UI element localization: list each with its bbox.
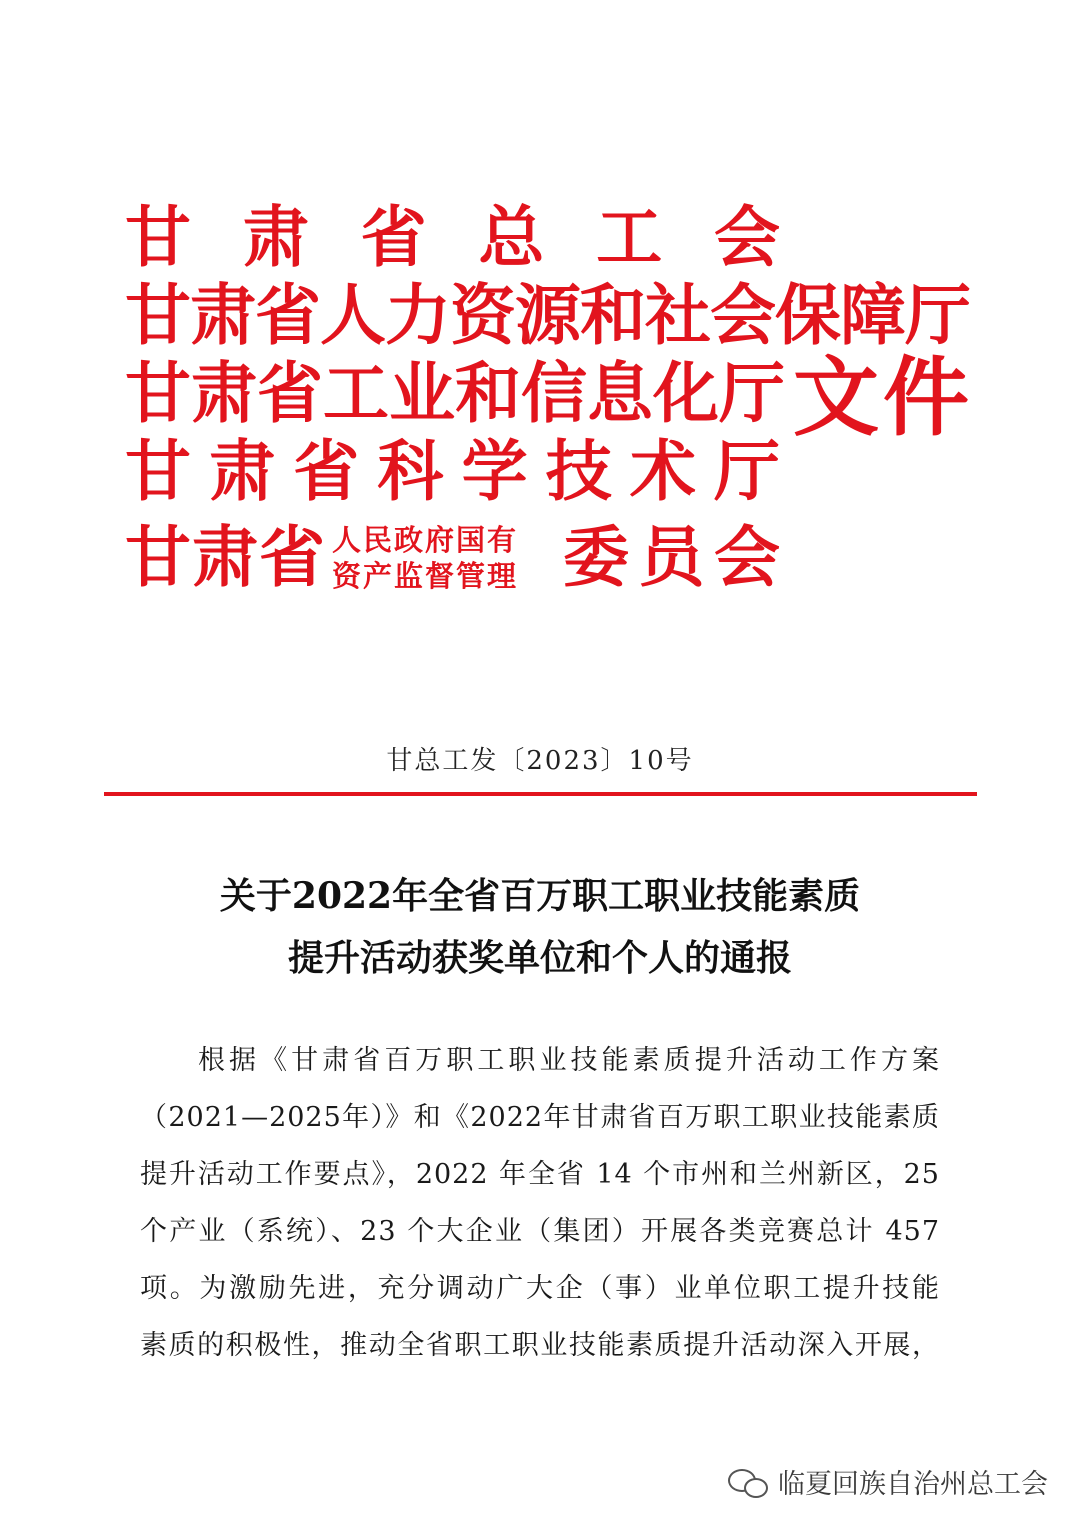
issuer-char: 总: [478, 198, 545, 276]
issuer-header: [125, 190, 1025, 610]
issuer-char: 会: [713, 198, 780, 276]
issuer-row-5-small-text: [332, 522, 557, 594]
issuer-row-hr-department: 甘肃省人力资源和社会保障厅: [125, 276, 970, 354]
issuer-char: 工: [323, 354, 389, 432]
wechat-icon: [728, 1466, 768, 1498]
issuer-char: 术: [629, 432, 696, 510]
watermark-text: 临夏回族自治州总工会: [778, 1469, 1048, 1500]
issuer-small-line-1: 人民政府国有: [332, 523, 519, 557]
issuer-char: 技: [545, 432, 612, 510]
document-body: [140, 1032, 940, 1374]
issuer-char: 省: [360, 198, 427, 276]
issuer-char: 厅: [713, 432, 780, 510]
issuer-char: 业: [389, 354, 455, 432]
issuer-char: 甘: [125, 518, 191, 596]
issuer-char: 员: [638, 518, 705, 596]
issuer-char: 信: [521, 354, 587, 432]
issuer-char: 会: [714, 518, 780, 596]
document-type-label: 文件: [793, 348, 973, 448]
body-line: 个产业（系统）、23 个大企业（集团）开展各类竞赛总计 457: [140, 1216, 940, 1247]
issuer-char: 委: [563, 518, 629, 596]
issuer-small-line-2: 资产监督管理: [332, 559, 519, 593]
document-title-line-1: 关于2022年全省百万职工职业技能素质: [219, 875, 861, 917]
red-divider: [104, 792, 977, 796]
issuer-char: 甘: [125, 432, 191, 510]
issuer-row-science-department: [125, 434, 780, 508]
body-line: 提升活动工作要点》，2022 年全省 14 个市州和兰州新区，25: [140, 1159, 940, 1190]
issuer-char: 省: [259, 518, 325, 596]
issuer-row-5-tail: [563, 520, 780, 594]
issuer-char: 甘: [125, 354, 191, 432]
body-line: 项。为激励先进，充分调动广大企（事）业单位职工提升技能: [140, 1273, 940, 1304]
issuer-char: 肃: [192, 518, 258, 596]
issuer-char: 息: [587, 354, 653, 432]
issuer-char: 和: [455, 354, 521, 432]
issuer-char: 省: [257, 354, 323, 432]
watermark: [728, 1462, 1048, 1501]
issuer-char: 省: [293, 432, 360, 510]
body-line: 根据《甘肃省百万职工职业技能素质提升活动工作方案: [198, 1045, 940, 1076]
issuer-char: 工: [596, 198, 663, 276]
issuer-row-industry-department: [125, 354, 785, 432]
body-line: （2021—2025年）》和《2022年甘肃省百万职工职业技能素质: [140, 1102, 940, 1133]
issuer-char: 肃: [242, 198, 309, 276]
document-number: 甘总工发〔2023〕10号: [386, 746, 694, 776]
issuer-row-sasac: [125, 520, 780, 600]
issuer-char: 科: [377, 432, 444, 510]
issuer-char: 学: [461, 432, 528, 510]
body-line: 素质的积极性，推动全省职工职业技能素质提升活动深入开展，: [140, 1330, 940, 1361]
issuer-row-trade-union: [125, 200, 780, 274]
issuer-char: 肃: [191, 354, 257, 432]
issuer-char: 甘: [125, 198, 191, 276]
document-title-line-2: 提升活动获奖单位和个人的通报: [287, 937, 792, 979]
issuer-char: 肃: [209, 432, 276, 510]
issuer-row-5-lead: [125, 520, 325, 594]
issuer-char: 厅: [719, 354, 785, 432]
issuer-char: 化: [653, 354, 719, 432]
